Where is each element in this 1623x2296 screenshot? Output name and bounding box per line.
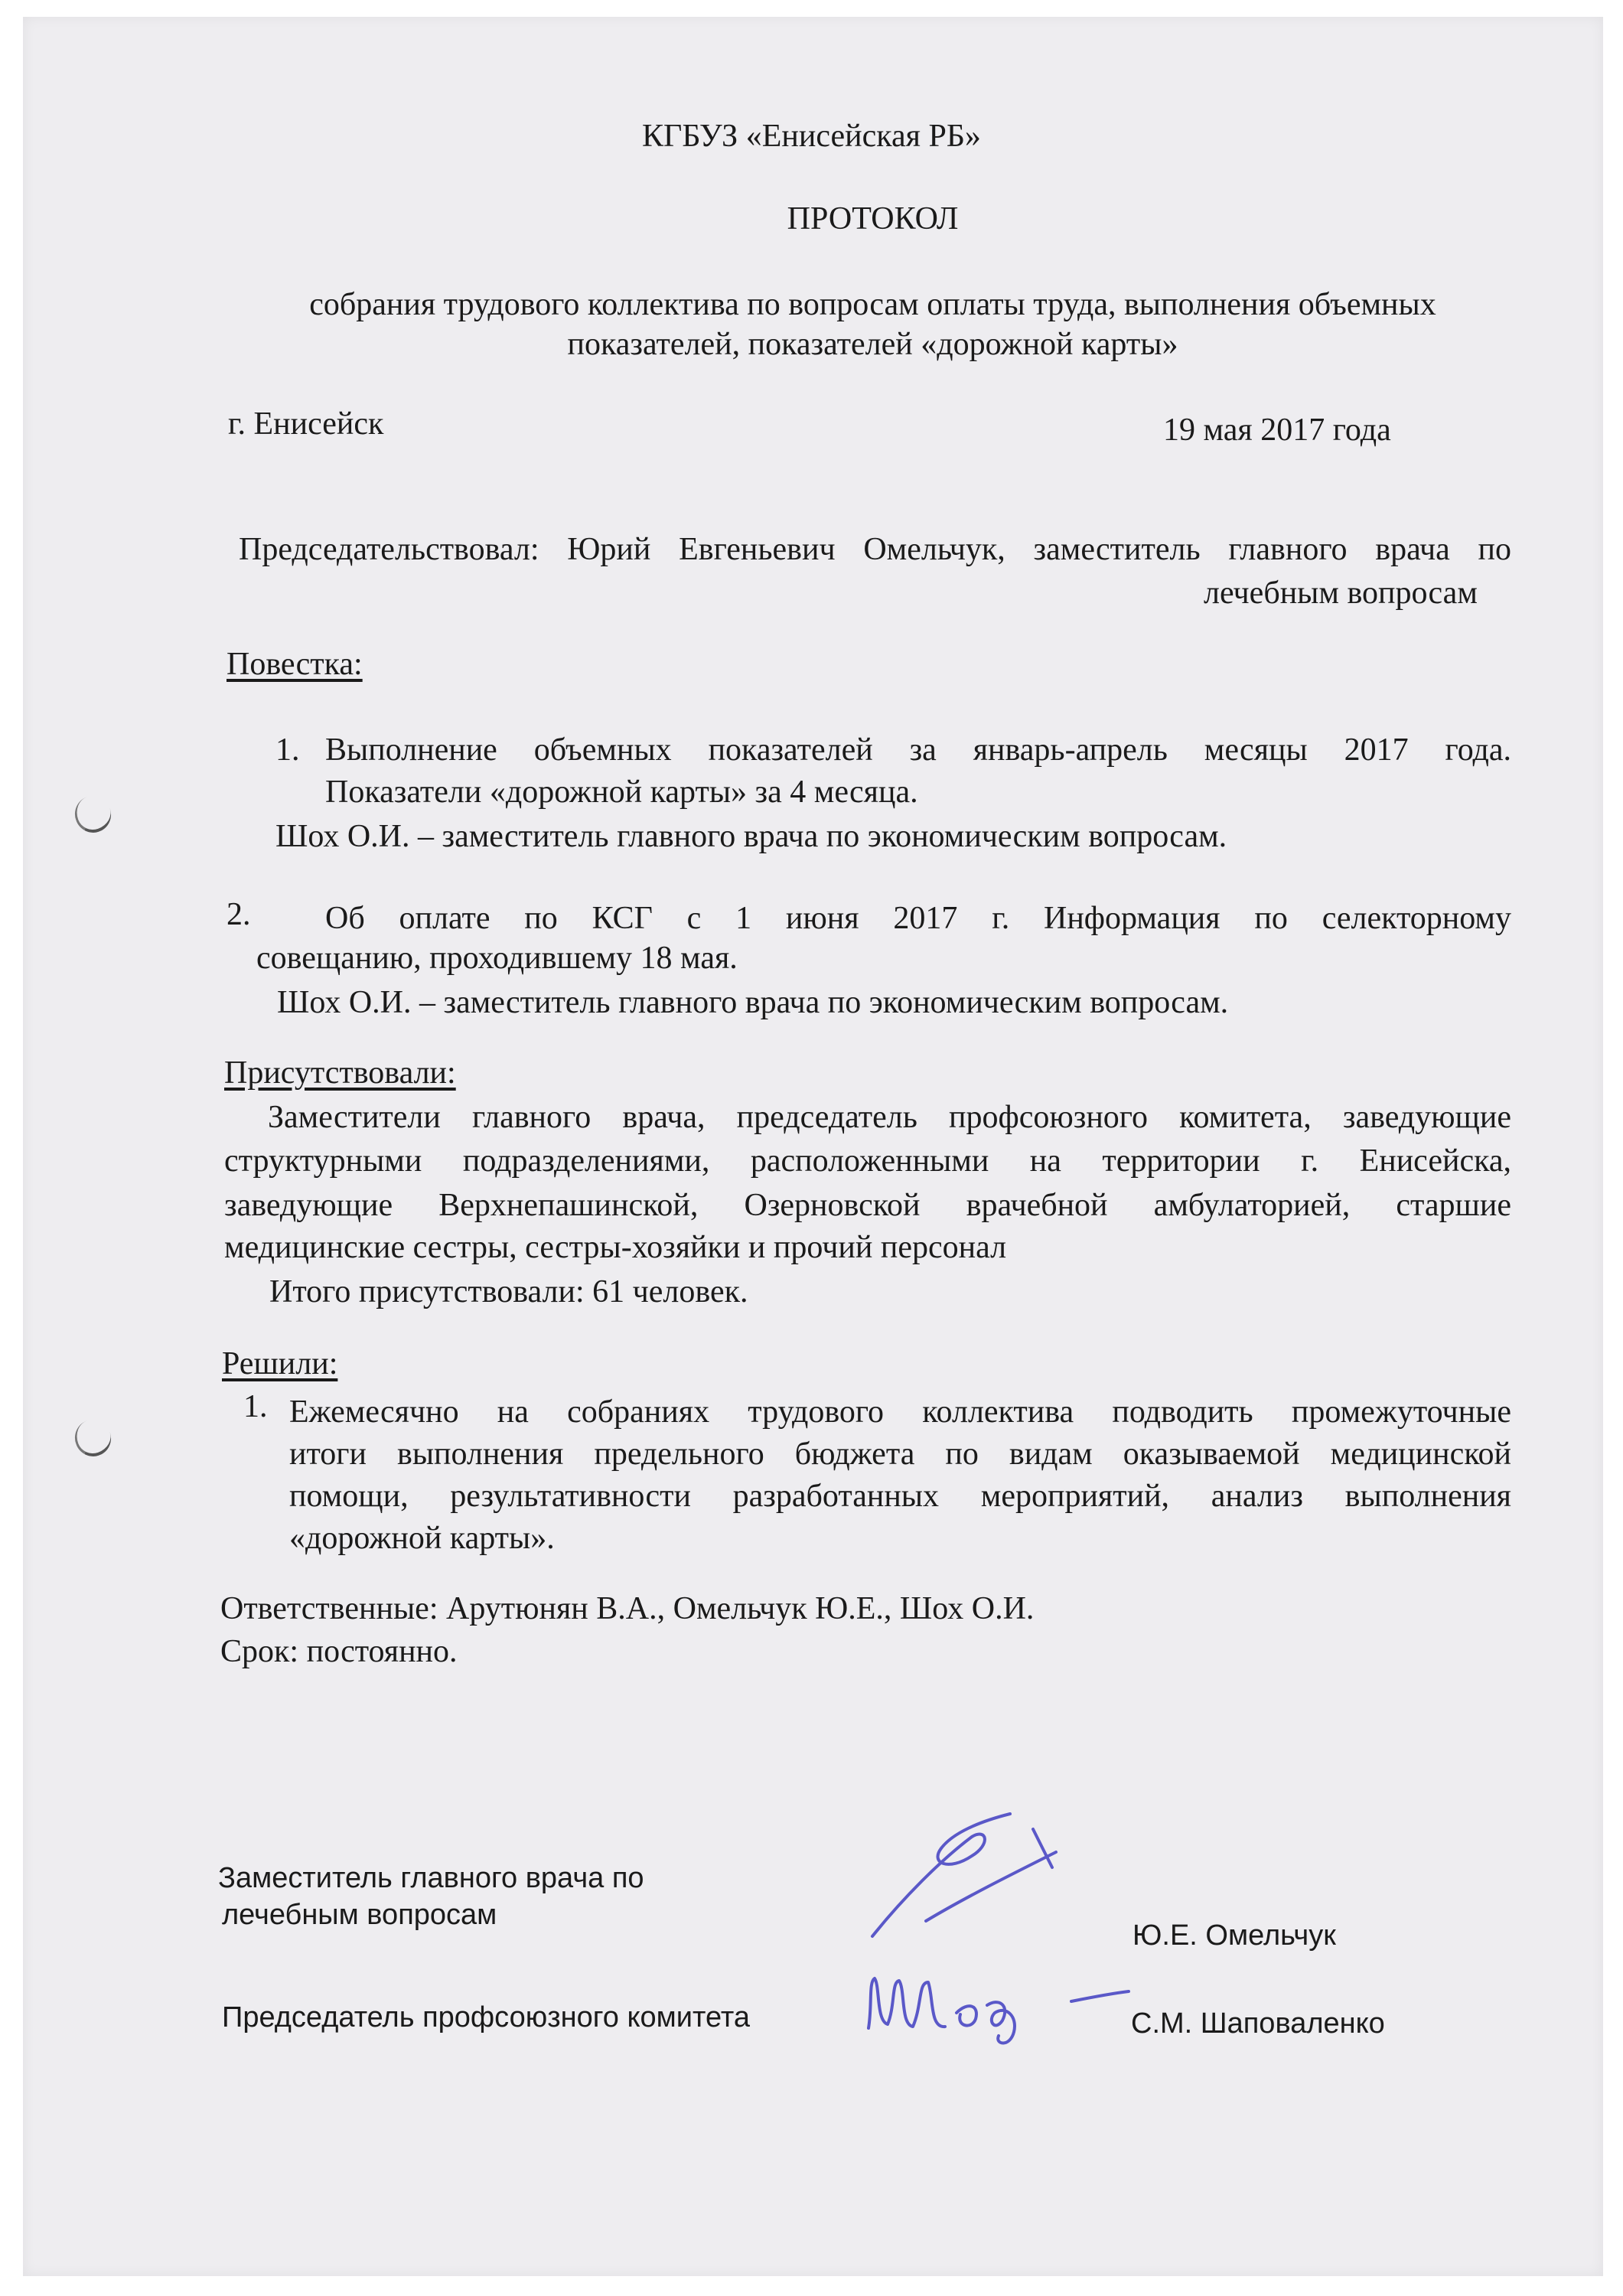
- deadline: Срок: постоянно.: [220, 1634, 458, 1669]
- document-title: ПРОТОКОЛ: [787, 201, 959, 236]
- signer-1-role-line1: Заместитель главного врача по: [218, 1862, 644, 1894]
- decided-item-number: 1.: [243, 1389, 268, 1424]
- organization-name: КГБУЗ «Енисейская РБ»: [642, 119, 981, 154]
- agenda-item-1-line1: Выполнение объемных показателей за январь-апрель месяцы 2017 года.: [325, 732, 1511, 768]
- signer-1-role-line2: лечебным вопросам: [222, 1899, 497, 1931]
- present-line3: заведующие Верхнепашинской, Озерновской врачебной амбулаторией, старшие: [224, 1188, 1511, 1223]
- agenda-item-1-speaker: Шох О.И. – заместитель главного врача по экономическим вопросам.: [275, 819, 1227, 854]
- signer-2-role: Председатель профсоюзного комитета: [222, 2001, 750, 2033]
- signer-1-name: Ю.Е. Омельчук: [1133, 1919, 1336, 1952]
- present-total: Итого присутствовали: 61 человек.: [269, 1274, 748, 1309]
- signer-2-name: С.М. Шаповаленко: [1131, 2007, 1385, 2040]
- agenda-item-1-line2: Показатели «дорожной карты» за 4 месяца.: [325, 775, 918, 810]
- signature-shapovalenko: [853, 1959, 1175, 2051]
- agenda-item-2-line1: Об оплате по КСГ с 1 июня 2017 г. Информация по селекторному: [325, 901, 1511, 936]
- agenda-item-2-speaker: Шох О.И. – заместитель главного врача по экономическим вопросам.: [277, 985, 1229, 1020]
- decided-line2: итоги выполнения предельного бюджета по видам оказываемой медицинской: [289, 1437, 1511, 1472]
- chair-line2: лечебным вопросам: [1204, 576, 1478, 611]
- date: 19 мая 2017 года: [1163, 413, 1391, 448]
- decided-line1: Ежемесячно на собраниях трудового коллектива подводить промежуточные: [289, 1394, 1511, 1430]
- responsible: Ответственные: Арутюнян В.А., Омельчук Ю.Е., Шох О.И.: [220, 1591, 1035, 1626]
- chair-line1: Председательствовал: Юрий Евгеньевич Омельчук, заместитель главного врача по: [239, 532, 1511, 567]
- agenda-item-2-line2: совещанию, проходившему 18 мая.: [256, 941, 738, 976]
- document-subtitle-line2: показателей, показателей «дорожной карты»: [567, 327, 1178, 362]
- place: г. Енисейск: [228, 406, 384, 442]
- agenda-item-2-number: 2.: [227, 897, 251, 932]
- decided-heading: Решили:: [222, 1346, 338, 1381]
- agenda-item-1-number: 1.: [275, 732, 300, 768]
- present-line4: медицинские сестры, сестры-хозяйки и прочий персонал: [224, 1230, 1007, 1265]
- present-line2: структурными подразделениями, расположенными на территории г. Енисейска,: [224, 1143, 1511, 1179]
- agenda-heading: Повестка:: [227, 647, 363, 682]
- signature-omelchuk: [857, 1806, 1087, 1944]
- present-heading: Присутствовали:: [224, 1055, 456, 1091]
- decided-line3: помощи, результативности разработанных мероприятий, анализ выполнения: [289, 1479, 1511, 1514]
- present-line1: Заместители главного врача, председатель профсоюзного комитета, заведующие: [268, 1100, 1511, 1135]
- document-subtitle-line1: собрания трудового коллектива по вопросам оплаты труда, выполнения объемных: [309, 287, 1436, 322]
- decided-line4: «дорожной карты».: [289, 1521, 555, 1556]
